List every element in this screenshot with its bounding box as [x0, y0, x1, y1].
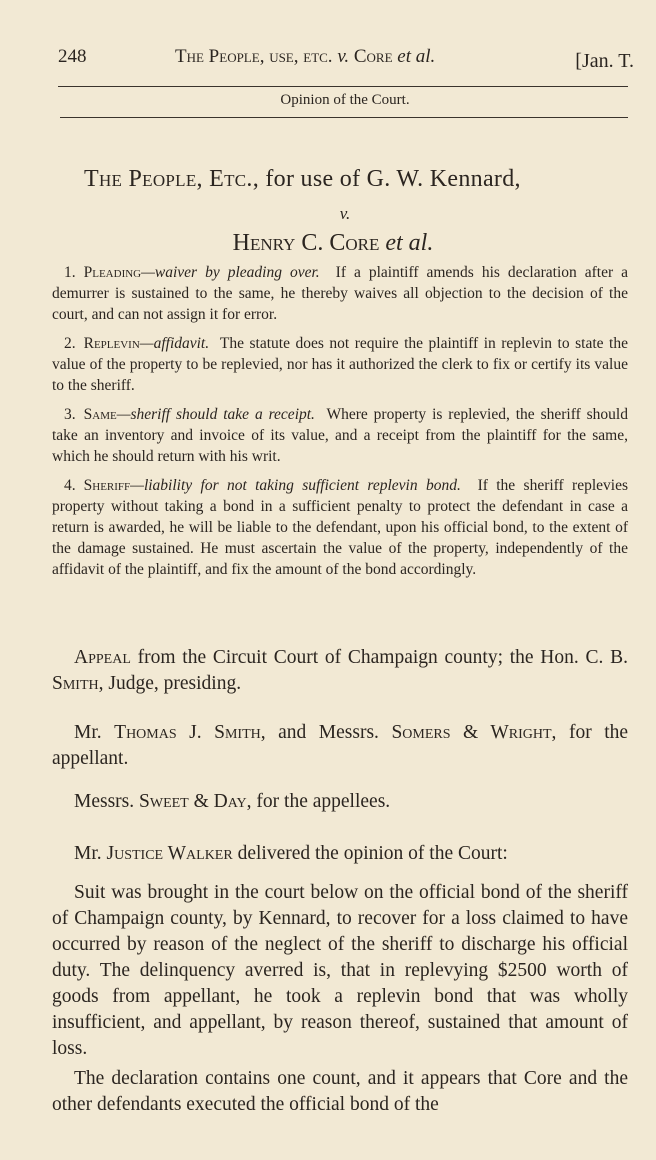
divider [58, 86, 628, 87]
counsel-text: Mr. [74, 722, 102, 743]
appeal-lead: Appeal [74, 647, 131, 668]
justice-text: Mr. [74, 843, 102, 864]
headnote-number: 4. [64, 477, 76, 494]
counsel-appellee [52, 789, 628, 815]
counsel-text: for the appellees. [256, 791, 391, 812]
defendant-name: Henry C. Core [232, 230, 380, 256]
plaintiff-name: The People, Etc., [84, 166, 260, 192]
counsel-text: for the appellant. [52, 722, 629, 769]
section-subhead: Opinion of the Court. [280, 92, 410, 108]
counsel-name: Thomas J. Smith, [114, 722, 266, 743]
appeal-statement [52, 645, 628, 697]
headnote [52, 333, 628, 396]
counsel-name: Somers & Wright, [391, 722, 557, 743]
headnote-subtopic: —affidavit. [139, 335, 210, 352]
headnote-subtopic: —waiver by pleading over. [141, 264, 320, 281]
headnote-topic: Sheriff [83, 477, 131, 494]
counsel-text: and Messrs. [278, 722, 379, 743]
defendant [0, 230, 656, 257]
plaintiff-rest: for use of G. W. Kennard, [265, 166, 521, 192]
judge-name: Smith, [52, 673, 104, 694]
versus: v. [339, 204, 351, 223]
justice-text: delivered the opinion of the Court: [237, 843, 508, 864]
running-title [175, 46, 435, 68]
running-title-name: Core [353, 46, 393, 67]
appeal-text: from the Circuit Court of Champaign county; the Hon. C. B. [137, 647, 629, 668]
justice-line [52, 841, 628, 867]
page-number: 248 [58, 46, 87, 67]
headnote-text: Where property is replevied, the sheriff should take an inventory and invoice of its value, and a receipt from the plaintiff for the same, which he should return with his writ. [52, 406, 628, 465]
justice-name: Justice Walker [106, 843, 233, 864]
counsel-name: Sweet & Day, [139, 791, 252, 812]
counsel-appellant [52, 720, 628, 772]
running-title-caps: The People, use, etc. [175, 46, 333, 67]
headnotes [52, 262, 628, 588]
divider [60, 117, 628, 118]
term-label: [Jan. T. [575, 50, 634, 72]
headnote [52, 262, 628, 325]
headnote [52, 404, 628, 467]
headnote-text: The statute does not require the plaintiff in replevin to state the value of the property to be replevied, nor has it authorized the clerk to fix or certify its value to the sheriff. [52, 335, 628, 394]
appeal-text-end: Judge, presiding. [108, 673, 242, 694]
headnote-text: If the sheriff replevies property without taking a bond in a sufficient penalty to protect the defendant in case a return is awarded, he will be liable to the defendant, upon his official bond, to the extent of the damage sustained. He must ascertain the value of the property, independently of the affidavit of the plaintiff, and fix the amount of the bond accordingly. [52, 477, 629, 578]
counsel-text: Messrs. [74, 791, 135, 812]
opinion-body [52, 880, 628, 1122]
headnote-topic: Pleading [83, 264, 142, 281]
running-title-v: v. [337, 46, 350, 67]
headnote-subtopic: —liability for not taking sufficient replevin bond. [130, 477, 461, 494]
headnote-subtopic: —sheriff should take a receipt. [116, 406, 315, 423]
headnote-number: 2. [64, 335, 76, 352]
opinion-paragraph: Suit was brought in the court below on the official bond of the sheriff of Champaign county, by Kennard, to recover for a loss claimed to have occurred by reason of the neglect of the sheriff to discharge his official duty. The delinquency averred is, that in replevying $2500 worth of goods from appellant, he took a replevin bond that was wholly insufficient, and appellant, by reason thereof, sustained that amount of loss. [52, 882, 628, 1059]
headnote-text: If a plaintiff amends his declaration after a demurrer is sustained to the same, he thereby waives all objection to the decision of the court, and can not assign it for error. [52, 264, 629, 323]
running-title-etal: et al. [397, 46, 436, 67]
headnote [52, 475, 628, 580]
headnote-number: 3. [64, 406, 76, 423]
case-title [84, 166, 521, 193]
running-head [58, 46, 634, 74]
headnote-topic: Same [83, 406, 117, 423]
defendant-etal: et al. [385, 230, 434, 256]
opinion-paragraph: The declaration contains one count, and it appears that Core and the other defendants executed the official bond of the [52, 1068, 628, 1115]
headnote-number: 1. [64, 264, 76, 281]
headnote-topic: Replevin [83, 335, 140, 352]
